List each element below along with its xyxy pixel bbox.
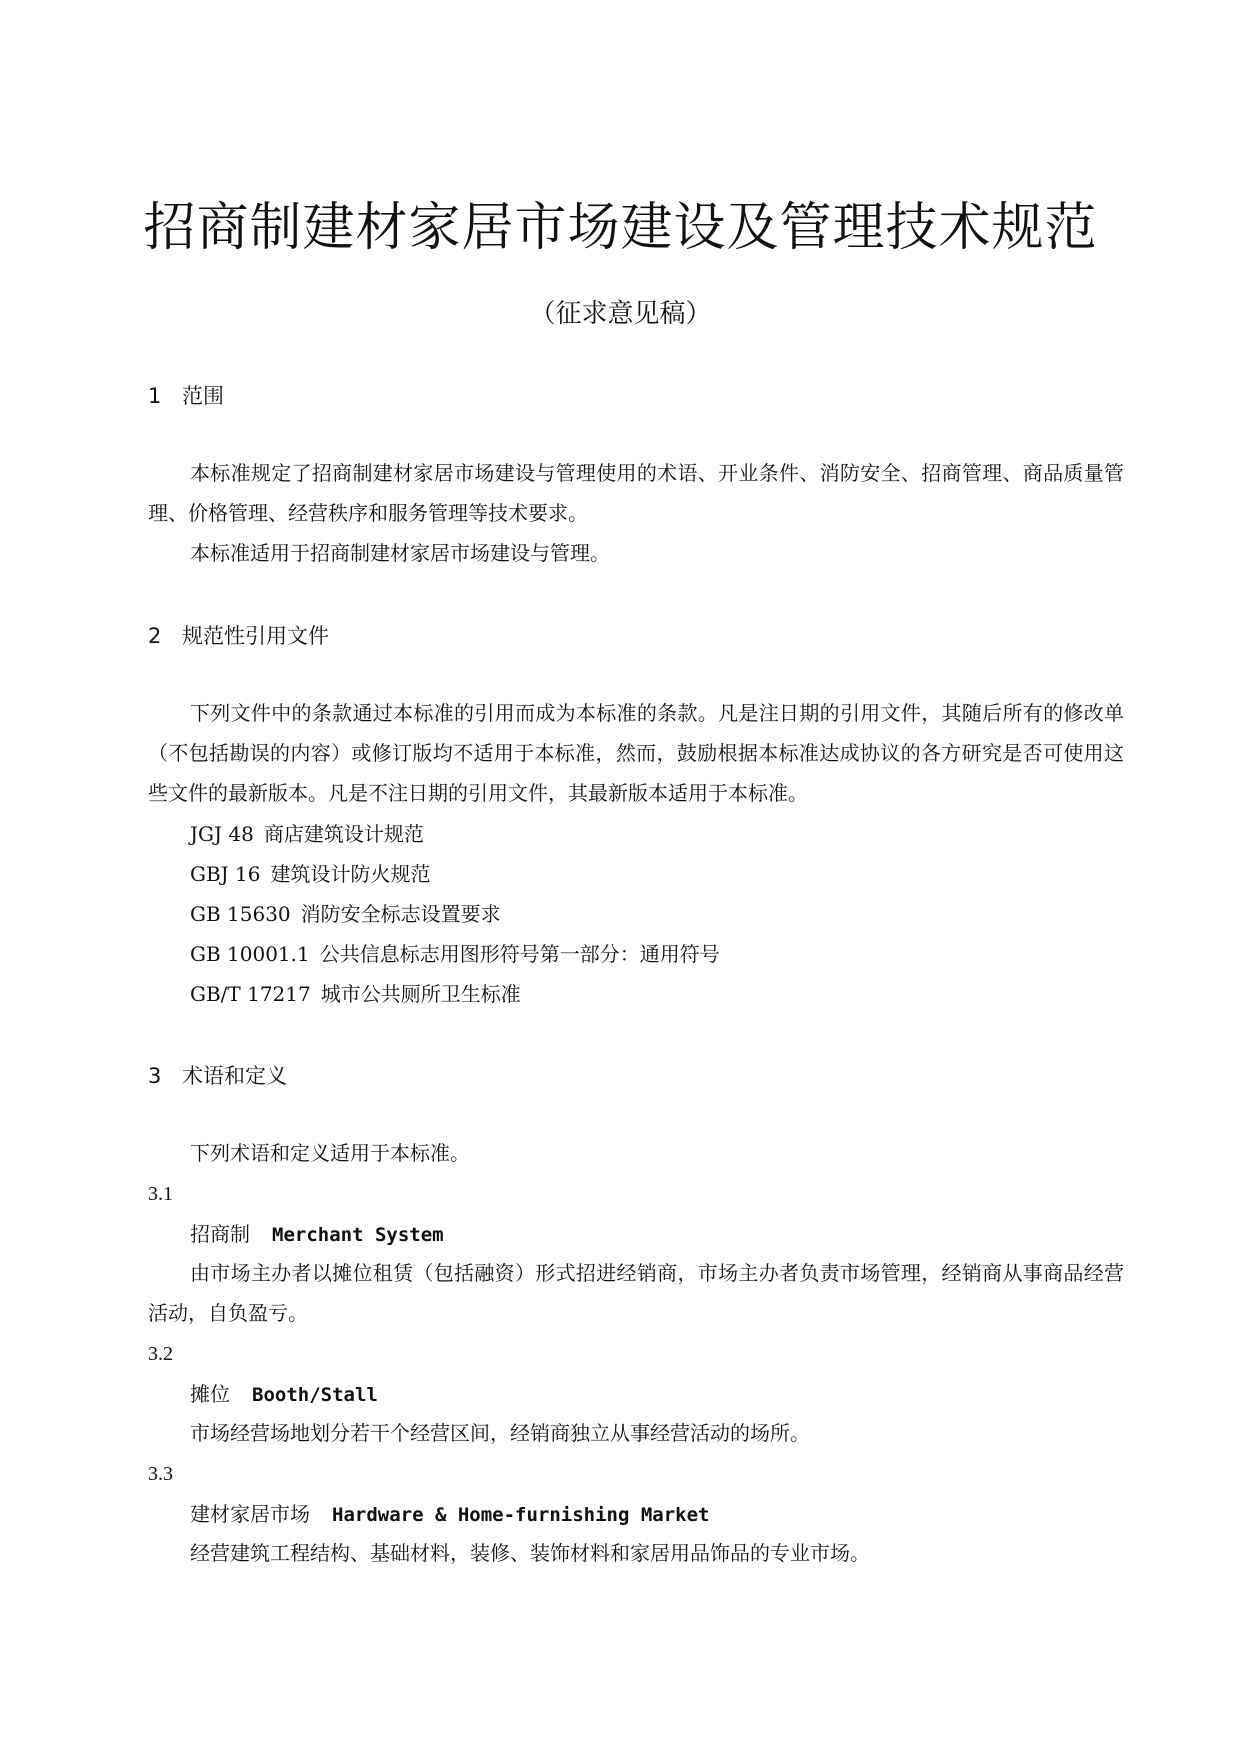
reference-item <box>190 939 720 969</box>
reference-name: 城市公共厕所卫生标准 <box>320 982 521 1006</box>
section-title: 术语和定义 <box>182 1064 287 1088</box>
reference-name: 商店建筑设计规范 <box>263 822 424 846</box>
reference-name: 建筑设计防火规范 <box>270 862 431 886</box>
term-definition: 由市场主办者以摊位租赁（包括融资）形式招进经销商，市场主办者负责市场管理，经销商从事商品经营活动，自负盈亏。 <box>148 1261 1124 1325</box>
reference-code: JGJ 48 <box>190 822 254 846</box>
reference-name: 消防安全标志设置要求 <box>300 902 501 926</box>
document-subtitle: （征求意见稿） <box>529 299 712 329</box>
reference-code: GB 15630 <box>190 902 291 926</box>
term-zh: 招商制 <box>190 1222 250 1246</box>
term-zh: 建材家居市场 <box>190 1502 310 1526</box>
term-definition: 经营建筑工程结构、基础材料，装修、装饰材料和家居用品饰品的专业市场。 <box>190 1541 870 1565</box>
reference-name: 公共信息标志用图形符号第一部分：通用符号 <box>319 942 720 966</box>
section-heading-terms <box>148 1061 287 1091</box>
reference-item <box>190 819 424 849</box>
section-heading-references <box>148 621 329 651</box>
term-definition: 市场经营场地划分若干个经营区间，经销商独立从事经营活动的场所。 <box>190 1421 810 1445</box>
section-number: 3 <box>148 1064 162 1088</box>
references-intro: 下列文件中的条款通过本标准的引用而成为本标准的条款。凡是注日期的引用文件，其随后所有的修改单（不包括勘误的内容）或修订版均不适用于本标准，然而，鼓励根据本标准达成协议的各方研究是否可使用这些文件的最新版本。凡是不注日期的引用文件，其最新版本适用于本标准。 <box>148 701 1124 805</box>
clause-number: 3.3 <box>148 1463 173 1485</box>
section-title: 规范性引用文件 <box>182 624 329 648</box>
clause-number: 3.2 <box>148 1343 173 1365</box>
section-title: 范围 <box>182 384 224 408</box>
reference-item <box>190 979 521 1009</box>
section-number: 1 <box>148 384 162 408</box>
terms-intro: 下列术语和定义适用于本标准。 <box>190 1141 470 1165</box>
term-entry <box>190 1379 378 1410</box>
term-entry <box>190 1219 444 1250</box>
term-entry <box>190 1499 710 1530</box>
document-title: 招商制建材家居市场建设及管理技术规范 <box>143 198 1098 258</box>
reference-code: GB 10001.1 <box>190 942 310 966</box>
reference-item <box>190 859 431 889</box>
reference-code: GB/T 17217 <box>190 982 311 1006</box>
reference-item <box>190 899 501 929</box>
term-en: Merchant System <box>272 1224 444 1246</box>
section-heading-scope <box>148 381 224 411</box>
reference-code: GBJ 16 <box>190 862 261 886</box>
term-zh: 摊位 <box>190 1382 230 1406</box>
section-number: 2 <box>148 624 162 648</box>
scope-paragraph: 本标准适用于招商制建材家居市场建设与管理。 <box>190 541 610 565</box>
term-en: Hardware & Home-furnishing Market <box>332 1504 710 1526</box>
scope-paragraph: 本标准规定了招商制建材家居市场建设与管理使用的术语、开业条件、消防安全、招商管理、商品质量管理、价格管理、经营秩序和服务管理等技术要求。 <box>148 461 1124 525</box>
term-en: Booth/Stall <box>252 1384 378 1406</box>
clause-number: 3.1 <box>148 1183 173 1205</box>
